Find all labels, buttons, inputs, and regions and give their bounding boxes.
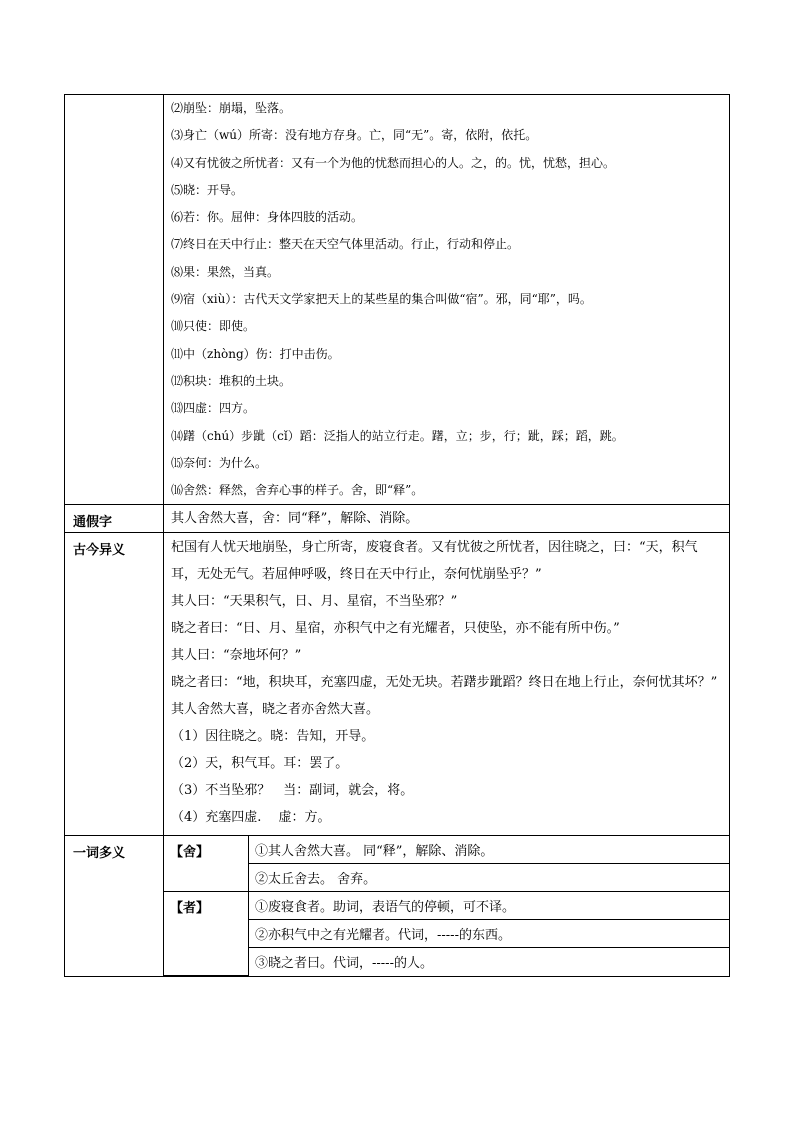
row-gujinyiyi bbox=[65, 533, 730, 836]
note-line: ⑿积块：堆积的土块。 bbox=[171, 373, 292, 388]
polysemy-row bbox=[164, 948, 729, 976]
note-line: ⒂奈何：为什么。 bbox=[171, 455, 268, 470]
gujin-item: （1）因往晓之。晓：告知，开导。 bbox=[171, 729, 375, 745]
row-annotations bbox=[65, 95, 730, 505]
row-yiciduoyi bbox=[65, 836, 730, 977]
polysemy-word: 【舍】 bbox=[164, 836, 249, 892]
yiciduoyi-content bbox=[164, 836, 730, 977]
polysemy-meaning: ①其人舍然大喜。 同“释”，解除、消除。 bbox=[249, 836, 730, 864]
note-line: ⒃舍然：释然，舍弃心事的样子。舍，即“释”。 bbox=[171, 483, 424, 498]
gujin-item: （3）不当坠邪？ 当：副词，就会，将。 bbox=[171, 783, 414, 799]
gujin-paragraph: 其人曰：“奈地坏何？” bbox=[171, 648, 302, 664]
polysemy-meaning: ②亦积气中之有光耀者。代词，-----的东西。 bbox=[249, 920, 730, 948]
note-line: ⑽只使：即使。 bbox=[171, 319, 256, 334]
note-line: ⑾中（zhòng）伤：打中击伤。 bbox=[171, 346, 340, 361]
polysemy-table bbox=[164, 836, 729, 976]
gujin-paragraph: 杞国有人忧天地崩坠，身亡所寄，废寝食者。又有忧彼之所忧者，因往晓之，曰：“天，积气耳，无处无气。若屈伸呼吸，终日在天中行止，奈何忧崩坠乎？” bbox=[171, 540, 698, 583]
note-line: ⑷又有忧彼之所忧者：又有一个为他的忧愁而担心的人。之，的。忧，忧愁，担心。 bbox=[171, 155, 616, 170]
polysemy-meaning: ③晓之者曰。代词，-----的人。 bbox=[249, 948, 730, 976]
gujin-paragraph: 晓之者曰：“日、月、星宿，亦积气中之有光耀者，只使坠，亦不能有所中伤。” bbox=[171, 621, 620, 637]
note-line: ⑹若：你。屈伸：身体四肢的活动。 bbox=[171, 210, 364, 225]
note-line: ⑻果：果然，当真。 bbox=[171, 264, 280, 279]
polysemy-row bbox=[164, 864, 729, 892]
yiciduoyi-label: 一词多义 bbox=[65, 836, 164, 977]
polysemy-word: 【者】 bbox=[164, 892, 249, 976]
note-line: ⑺终日在天中行止：整天在天空气体里活动。行止，行动和停止。 bbox=[171, 237, 520, 252]
gujin-paragraph: 晓之者曰：“地，积块耳，充塞四虚，无处无块。若躇步跐蹈？终日在地上行止，奈何忧其坏？” bbox=[171, 675, 718, 691]
polysemy-row bbox=[164, 836, 729, 864]
note-line: ⑵崩坠：崩塌，坠落。 bbox=[171, 101, 292, 115]
polysemy-meaning: ①废寝食者。助词，表语气的停顿，可不译。 bbox=[249, 892, 730, 920]
notes-table bbox=[64, 94, 730, 977]
note-line: ⒁躇（chú）步跐（cǐ）蹈：泛指人的站立行走。躇，立；步，行；跐，踩；蹈，跳。 bbox=[171, 428, 624, 443]
annotations-content bbox=[164, 95, 730, 505]
row-tongjiazi bbox=[65, 505, 730, 533]
gujin-item: （4）充塞四虚. 虚：方。 bbox=[171, 810, 331, 826]
polysemy-row bbox=[164, 920, 729, 948]
gujin-label: 古今异义 bbox=[65, 533, 164, 836]
tongjiazi-content bbox=[164, 505, 730, 533]
gujin-item: （2）天，积气耳。耳：罢了。 bbox=[171, 756, 349, 772]
note-line: ⑶身亡（wú）所寄：没有地方存身。亡，同“无”。寄，依附，依托。 bbox=[171, 128, 538, 143]
polysemy-meaning: ②太丘舍去。 舍弃。 bbox=[249, 864, 730, 892]
annotations-label-cell bbox=[65, 95, 164, 505]
note-line: ⑸晓：开导。 bbox=[171, 182, 244, 197]
note-line: ⑼宿（xiù）：古代天文学家把天上的某些星的集合叫做“宿”。邪，同“耶”，吗。 bbox=[171, 292, 592, 307]
polysemy-row bbox=[164, 892, 729, 920]
gujin-content bbox=[164, 533, 730, 836]
note-line: ⒀四虚：四方。 bbox=[171, 401, 256, 416]
document-sheet bbox=[64, 94, 730, 977]
gujin-paragraph: 其人曰：“天果积气，日、月、星宿，不当坠邪？” bbox=[171, 594, 458, 610]
tongjiazi-text: 其人舍然大喜，舍：同“释”，解除、消除。 bbox=[171, 511, 419, 527]
tongjiazi-label: 通假字 bbox=[65, 505, 164, 533]
gujin-paragraph: 其人舍然大喜，晓之者亦舍然大喜。 bbox=[171, 702, 380, 718]
